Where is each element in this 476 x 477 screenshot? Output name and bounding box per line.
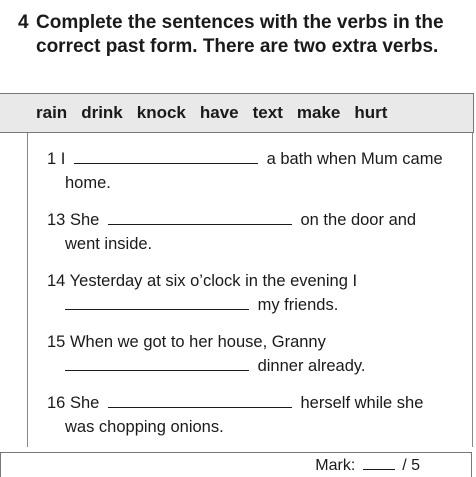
item-text-after: on the door and: [300, 211, 417, 229]
word-bank-item: make: [296, 103, 341, 122]
item-text-continued: went inside.: [65, 235, 153, 253]
answer-blank[interactable]: [108, 210, 292, 225]
exercise-instruction: Complete the sentences with the verbs in the correct past form. There are two extra verbs.: [36, 12, 444, 57]
mark-total: / 5: [402, 457, 420, 474]
item-number: 14: [47, 272, 66, 290]
item-text-after: herself while she: [300, 394, 424, 412]
item-text-continued: my friends.: [257, 296, 339, 314]
item-number: 13: [47, 211, 66, 229]
item-number: 16: [47, 394, 66, 412]
item-text-before: She: [69, 394, 100, 412]
word-bank-item: hurt: [354, 103, 388, 122]
word-bank: [0, 93, 474, 133]
sentence-item: [47, 147, 467, 195]
item-text-continued: home.: [65, 174, 111, 192]
item-text-before: Yesterday at six o’clock in the evening I: [69, 272, 358, 290]
item-text-before: I: [60, 150, 66, 168]
item-number: 15: [47, 333, 66, 351]
answer-blank[interactable]: [65, 295, 249, 310]
sentence-item: [47, 391, 467, 439]
item-text-before: When we got to her house, Granny: [69, 333, 326, 351]
item-text-continued: dinner already.: [257, 357, 366, 375]
exercise-heading: [18, 11, 448, 59]
item-text-before: She: [69, 211, 100, 229]
word-bank-item: drink: [81, 103, 123, 122]
item-text-continued: was chopping onions.: [65, 418, 224, 436]
word-bank-item: knock: [136, 103, 186, 122]
answer-blank[interactable]: [65, 356, 249, 371]
mark-label: Mark:: [315, 457, 356, 474]
answer-blank[interactable]: [74, 149, 258, 164]
mark-blank[interactable]: [363, 456, 395, 470]
item-number: 1: [47, 150, 57, 168]
word-bank-item: text: [252, 103, 283, 122]
item-text-after: a bath when Mum came: [266, 150, 443, 168]
mark-field: [315, 456, 420, 475]
exercise-number: 4: [18, 12, 29, 33]
sentence-item: [47, 330, 467, 378]
sentence-item: [47, 208, 467, 256]
word-bank-item: rain: [36, 103, 68, 122]
answer-blank[interactable]: [108, 393, 292, 408]
word-bank-item: have: [199, 103, 239, 122]
sentence-item: [47, 269, 467, 317]
